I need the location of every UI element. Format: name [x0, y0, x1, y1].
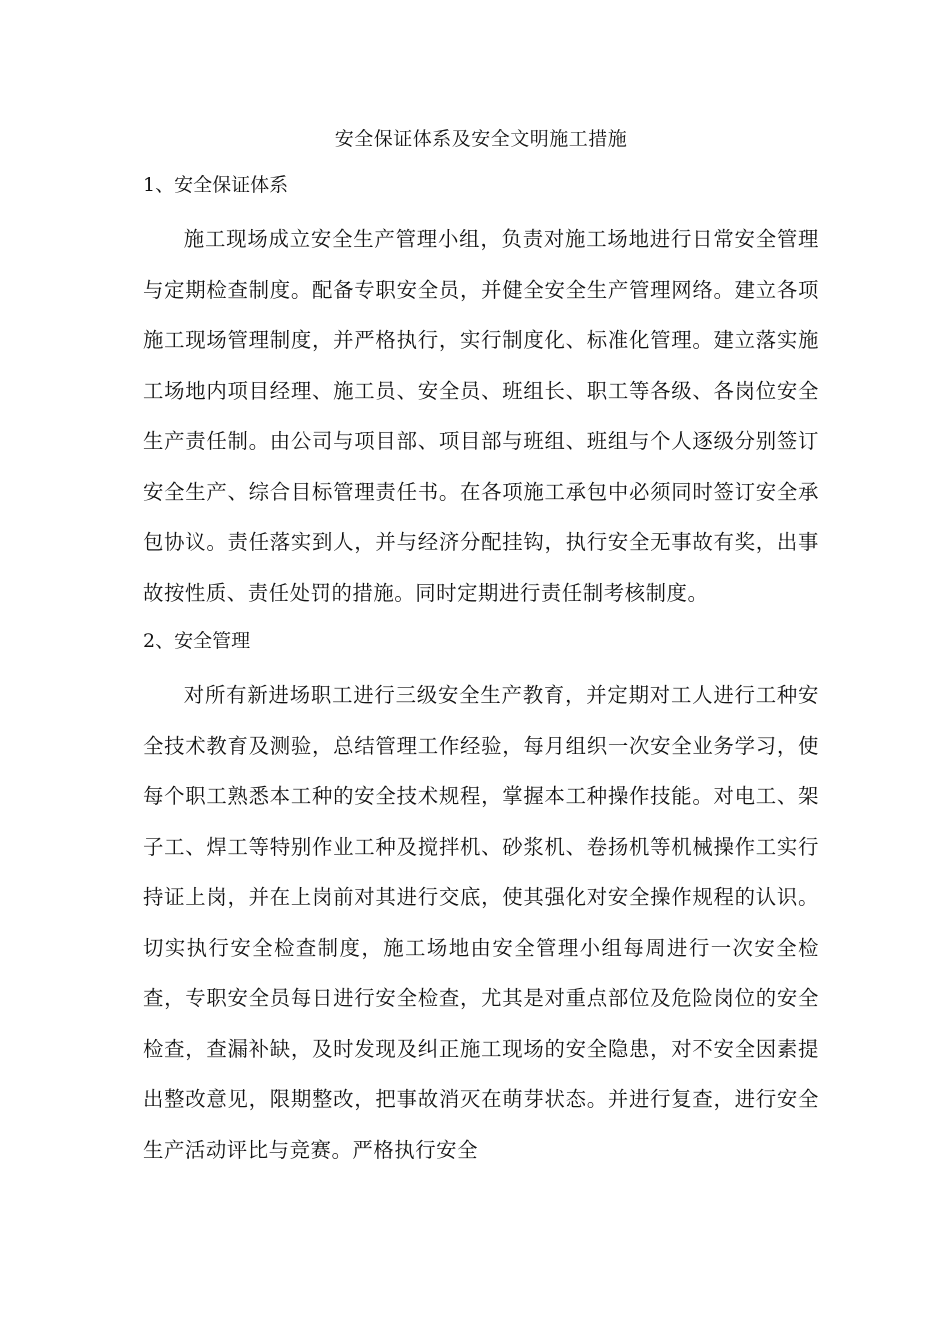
section-paragraph-safety-management: 对所有新进场职工进行三级安全生产教育，并定期对工人进行工种安全技术教育及测验，总结管理工作经验，每月组织一次安全业务学习，使每个职工熟悉本工种的安全技术规程，掌握本工种操作技能。对电工、架子工、焊工等特别作业工种及搅拌机、砂浆机、卷扬机等机械操作工实行持证上岗，并在上岗前对其进行交底，使其强化对安全操作规程的认识。切实执行安全检查制度，施工场地由安全管理小组每周进行一次安全检查，专职安全员每日进行安全检查，尤其是对重点部位及危险岗位的安全检查，查漏补缺，及时发现及纠正施工现场的安全隐患，对不安全因素提出整改意见，限期整改，把事故消灭在萌芽状态。并进行复查，进行安全生产活动评比与竞赛。严格执行安全: [143, 683, 819, 1162]
document-body: [143, 116, 819, 1175]
section-heading-safety-system: 1、安全保证体系: [143, 174, 289, 196]
document-title: 安全保证体系及安全文明施工措施: [334, 128, 628, 150]
section-paragraph-safety-system: 施工现场成立安全生产管理小组，负责对施工场地进行日常安全管理与定期检查制度。配备专职安全员，并健全安全生产管理网络。建立各项施工现场管理制度，并严格执行，实行制度化、标准化管理。建立落实施工场地内项目经理、施工员、安全员、班组长、职工等各级、各岗位安全生产责任制。由公司与项目部、项目部与班组、班组与个人逐级分别签订安全生产、综合目标管理责任书。在各项施工承包中必须同时签订安全承包协议。责任落实到人，并与经济分配挂钩，执行安全无事故有奖，出事故按性质、责任处罚的措施。同时定期进行责任制考核制度。: [143, 227, 819, 605]
section-heading-safety-management: 2、安全管理: [143, 630, 251, 652]
